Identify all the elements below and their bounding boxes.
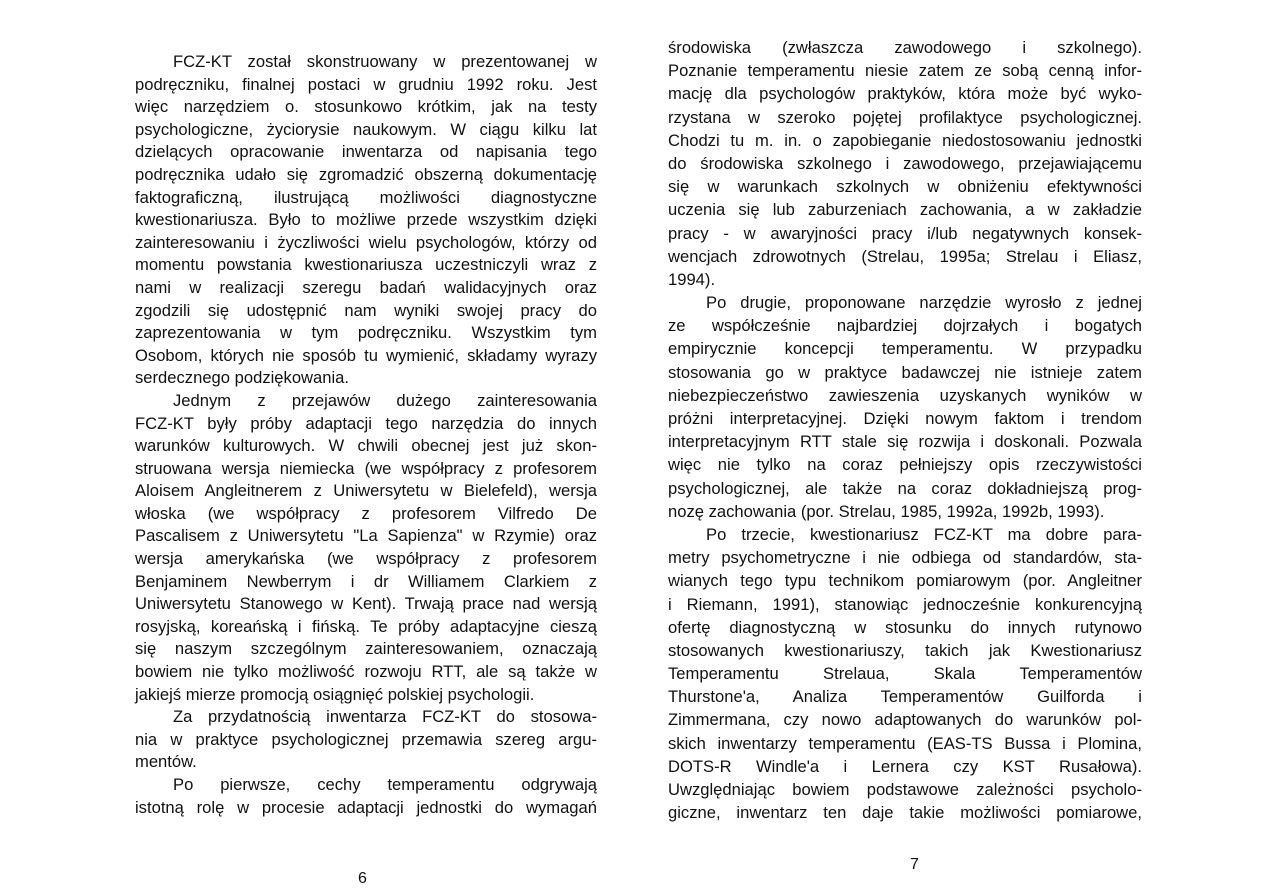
text-line: środowiska (zwłaszcza zawodowego i szkolnego). <box>668 38 1142 57</box>
text-line: dzielących opracowanie inwentarza od napisania tego <box>135 142 597 162</box>
text-line: faktograficzną, ilustrującą możliwości diagnostyczne <box>135 187 597 207</box>
text-line: Thurstone'a, Analiza Temperamentów Guilforda i <box>668 687 1142 707</box>
text-line: stosowania go w praktyce badawczej nie istnieje zatem <box>668 362 1142 382</box>
text-line: rosyjską, koreańską i fińską. Te próby adaptacyjne cieszą <box>135 616 597 636</box>
text-line: stosowanych kwestionariuszy, takich jak Kwestionariusz <box>668 640 1142 660</box>
text-line: rzystana w szeroko pojętej profilaktyce psychologicznej. <box>668 107 1142 127</box>
text-line: do środowiska szkolnego i zawodowego, przejawiającemu <box>668 153 1142 173</box>
text-line: Aloisem Angleitnerem z Uniwersytetu w Bielefeld), wersja <box>135 481 597 501</box>
text-line: zainteresowaniu i życzliwości wielu psychologów, którzy od <box>135 232 597 252</box>
text-line: niebezpieczeństwo zawieszenia uzyskanych wyników w <box>668 385 1142 405</box>
text-line: uczenia się lub zaburzeniach zachowania, a w zakładzie <box>668 200 1142 220</box>
text-line: się w warunkach szkolnych w obniżeniu efektywności <box>668 177 1142 197</box>
text-line: Uniwersytetu Stanowego w Kent). Trwają prace nad wersją <box>135 594 597 614</box>
text-line: psychologiczne, życiorysie naukowym. W ciągu kilku lat <box>135 119 597 139</box>
text-line: giczne, inwentarz ten daje takie możliwości pomiarowe, <box>668 803 1142 823</box>
text-line: kwestionariusza. Było to możliwe przede wszystkim dzięki <box>135 210 597 230</box>
text-line: nami w realizacji szeregu badań walidacyjnych oraz <box>135 277 597 297</box>
text-line: istotną rolę w procesie adaptacji jednostki do wymagań <box>135 797 597 817</box>
text-line: empirycznie koncepcji temperamentu. W przypadku <box>668 339 1142 359</box>
left-page-number: 6 <box>358 870 367 887</box>
text-line: interpretacyjnym RTT stale się rozwija i doskonali. Pozwala <box>668 432 1142 452</box>
text-line: momentu powstania kwestionariusza uczestniczyli wraz z <box>135 255 597 275</box>
text-line: mentów. <box>135 752 197 772</box>
text-line: Po pierwsze, cechy temperamentu odgrywają <box>173 775 597 794</box>
text-line: nia w praktyce psychologicznej przemawia szereg argu- <box>135 729 597 749</box>
text-line: FCZ-KT został skonstruowany w prezentowanej w <box>173 52 597 71</box>
text-line: podręczniku, finalnej postaci w grudniu 1992 roku. Jest <box>135 74 597 94</box>
text-line: wianych tego typu technikom pomiarowym (por. Angleitner <box>668 571 1142 591</box>
text-line: podręcznika udało się zgromadzić obszerną dokumentację <box>135 164 597 184</box>
text-line: wersja amerykańska (we współpracy z profesorem <box>135 549 597 569</box>
text-line: ofertę diagnostyczną w stosunku do innych rutynowo <box>668 617 1142 637</box>
text-line: Jednym z przejawów dużego zainteresowania <box>173 390 597 410</box>
text-line: skich inwentarzy temperamentu (EAS-TS Bussa i Plomina, <box>668 733 1142 753</box>
text-line: Za przydatnością inwentarza FCZ-KT do stosowa- <box>173 707 597 727</box>
text-line: więc nie tylko na coraz pełniejszy opis rzeczywistości <box>668 455 1142 475</box>
text-line: się naszym szczególnym zainteresowaniem, oznaczają <box>135 639 597 659</box>
left-page-body <box>135 51 597 819</box>
text-line: Po trzecie, kwestionariusz FCZ-KT ma dobre para- <box>706 524 1142 544</box>
text-line: zgodzili się udostępnić nam wyniki swojej pracy do <box>135 300 597 320</box>
text-line: i Riemann, 1991), stanowiąc jednocześnie konkurencyjną <box>668 594 1142 614</box>
text-line: nozę zachowania (por. Strelau, 1985, 1992a, 1992b, 1993). <box>668 501 1105 521</box>
right-page-number: 7 <box>910 856 919 873</box>
text-line: psychologicznej, ale także na coraz dokładniejszą prog- <box>668 478 1142 498</box>
text-line: FCZ-KT były próby adaptacji tego narzędzia do innych <box>135 413 597 433</box>
text-line: zaprezentowania w tym podręczniku. Wszystkim tym <box>135 323 597 343</box>
text-line: Uwzględniając bowiem podstawowe zależności psycholo- <box>668 780 1142 799</box>
text-line: Osobom, których nie sposób tu wymienić, składamy wyrazy <box>135 345 597 365</box>
text-line: Zimmermana, czy nowo adaptowanych do warunków pol- <box>668 710 1142 730</box>
text-line: metry psychometryczne i nie odbiega od standardów, sta- <box>668 548 1142 568</box>
text-line: 1994). <box>668 269 716 289</box>
text-line: Pascalisem z Uniwersytetu "La Sapienza" w Rzymie) oraz <box>135 526 597 546</box>
text-line: ze współcześnie najbardziej dojrzałych i bogatych <box>668 316 1142 336</box>
text-line: warunków kulturowych. W chwili obecnej jest już skon- <box>135 436 597 456</box>
text-line: Benjaminem Newberrym i dr Williamem Clarkiem z <box>135 571 597 591</box>
text-line: jakiejś mierze promocją osiągnięć polskiej psychologii. <box>135 684 535 704</box>
text-line: włoska (we współpracy z profesorem Vilfredo De <box>135 503 597 523</box>
text-line: wencjach zdrowotnych (Strelau, 1995a; Strelau i Eliasz, <box>668 246 1142 266</box>
text-line: struowana wersja niemiecka (we współpracy z profesorem <box>135 458 597 478</box>
text-line: mację dla psychologów praktyków, która może być wyko- <box>668 84 1142 104</box>
text-line: więc narzędziem o. stosunkowo krótkim, jak na testy <box>135 97 597 117</box>
text-line: serdecznego podziękowania. <box>135 368 350 388</box>
text-line: Poznanie temperamentu niesie zatem ze sobą cenną infor- <box>668 61 1142 81</box>
text-line: bowiem nie tylko możliwość rozwoju RTT, ale są także w <box>135 662 597 682</box>
text-line: Temperamentu Strelaua, Skala Temperamentów <box>668 664 1142 684</box>
right-page-body <box>668 36 1142 824</box>
text-line: próżni interpretacyjnej. Dzięki nowym faktom i trendom <box>668 409 1142 428</box>
text-line: Chodzi tu m. in. o zapobieganie niedostosowaniu jednostki <box>668 130 1142 150</box>
text-line: Po drugie, proponowane narzędzie wyrosło z jednej <box>706 293 1142 313</box>
text-line: pracy - w awaryjności pracy i/lub negatywnych konsek- <box>668 223 1142 243</box>
text-line: DOTS-R Windle'a i Lernera czy KST Rusałowa). <box>668 756 1142 776</box>
